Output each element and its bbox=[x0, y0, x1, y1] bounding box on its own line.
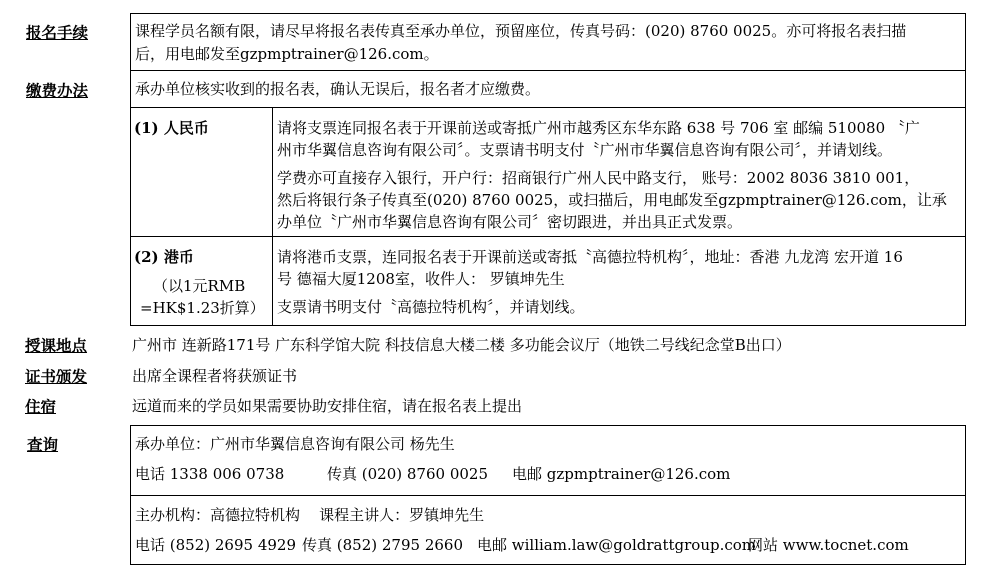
certificate-label: 证书颁发 bbox=[25, 367, 88, 386]
organizer-email: 电邮 gzpmptrainer@126.com bbox=[512, 465, 731, 483]
enquiry-label: 查询 bbox=[27, 435, 59, 454]
host-phone: 电话 (852) 2695 4929 bbox=[135, 536, 296, 554]
lodging-label: 住宿 bbox=[25, 397, 57, 416]
host-fax: 传真 (852) 2795 2660 bbox=[302, 536, 463, 554]
payment-note: 承办单位核实收到的报名表，确认无误后，报名者才应缴费。 bbox=[135, 80, 541, 98]
hkd-p1-line1: 请将港币支票，连同报名表于开课前送或寄抵〝高德拉特机构〞，地址：香港 九龙湾 宏开道 16 bbox=[277, 248, 903, 266]
hkd-p2: 支票请书明支付〝高德拉特机构〞，并请划线。 bbox=[277, 298, 585, 316]
payment-label: 缴费办法 bbox=[26, 81, 89, 100]
rmb-p2-line3: 办单位〝广州市华翼信息咨询有限公司〞密切跟进，并出具正式发票。 bbox=[277, 213, 743, 231]
hkd-p1-line2: 号 德福大厦1208室，收件人： 罗镇坤先生 bbox=[277, 270, 565, 288]
host-web: 网站 www.tocnet.com bbox=[748, 536, 909, 554]
organizer-name: 承办单位：广州市华翼信息咨询有限公司 杨先生 bbox=[135, 435, 455, 453]
hkd-rate-line2: =HK$1.23折算） bbox=[140, 299, 265, 317]
hkd-rate-line1: （以1元RMB bbox=[153, 277, 246, 295]
payment-table-divider-horizontal bbox=[130, 236, 966, 237]
payment-table-divider-vertical bbox=[272, 107, 273, 326]
organizer-fax: 传真 (020) 8760 0025 bbox=[327, 465, 488, 483]
venue-text: 广州市 连新路171号 广东科学馆大院 科技信息大楼二楼 多功能会议厅（地铁二号线纪念堂B出口） bbox=[132, 336, 791, 354]
lodging-text: 远道而来的学员如果需要协助安排住宿，请在报名表上提出 bbox=[132, 397, 523, 415]
registration-text-line2: 后，用电邮发至gzpmptrainer@126.com。 bbox=[135, 45, 439, 63]
rmb-p2-line2: 然后将银行条子传真至(020) 8760 0025，或扫描后，用电邮发至gzpmptrainer@126.com，让承 bbox=[277, 191, 947, 209]
rmb-p1-line2: 州市华翼信息咨询有限公司〞。支票请书明支付〝广州市华翼信息咨询有限公司〞，并请划线。 bbox=[277, 141, 893, 159]
rmb-title: (1) 人民币 bbox=[134, 119, 209, 137]
rmb-p1-line1: 请将支票连同报名表于开课前送或寄抵广州市越秀区东华东路 638 号 706 室 邮编 510080 〝广 bbox=[277, 119, 920, 137]
certificate-text: 出席全课程者将获颁证书 bbox=[132, 367, 298, 385]
host-email: 电邮 william.law@goldrattgroup.com bbox=[477, 536, 757, 554]
organizer-phone: 电话 1338 006 0738 bbox=[135, 465, 285, 483]
host-name: 主办机构：高德拉特机构 课程主讲人：罗镇坤先生 bbox=[135, 506, 485, 524]
registration-text-line1: 课程学员名额有限，请尽早将报名表传真至承办单位，预留座位，传真号码：(020) 8760 0025。亦可将报名表扫描 bbox=[135, 22, 907, 40]
registration-label: 报名手续 bbox=[26, 23, 89, 42]
hkd-title: (2) 港币 bbox=[134, 248, 194, 266]
venue-label: 授课地点 bbox=[25, 336, 88, 355]
rmb-p2-line1: 学费亦可直接存入银行，开户行：招商银行广州人民中路支行， 账号：2002 8036 3810 001， bbox=[277, 169, 920, 187]
